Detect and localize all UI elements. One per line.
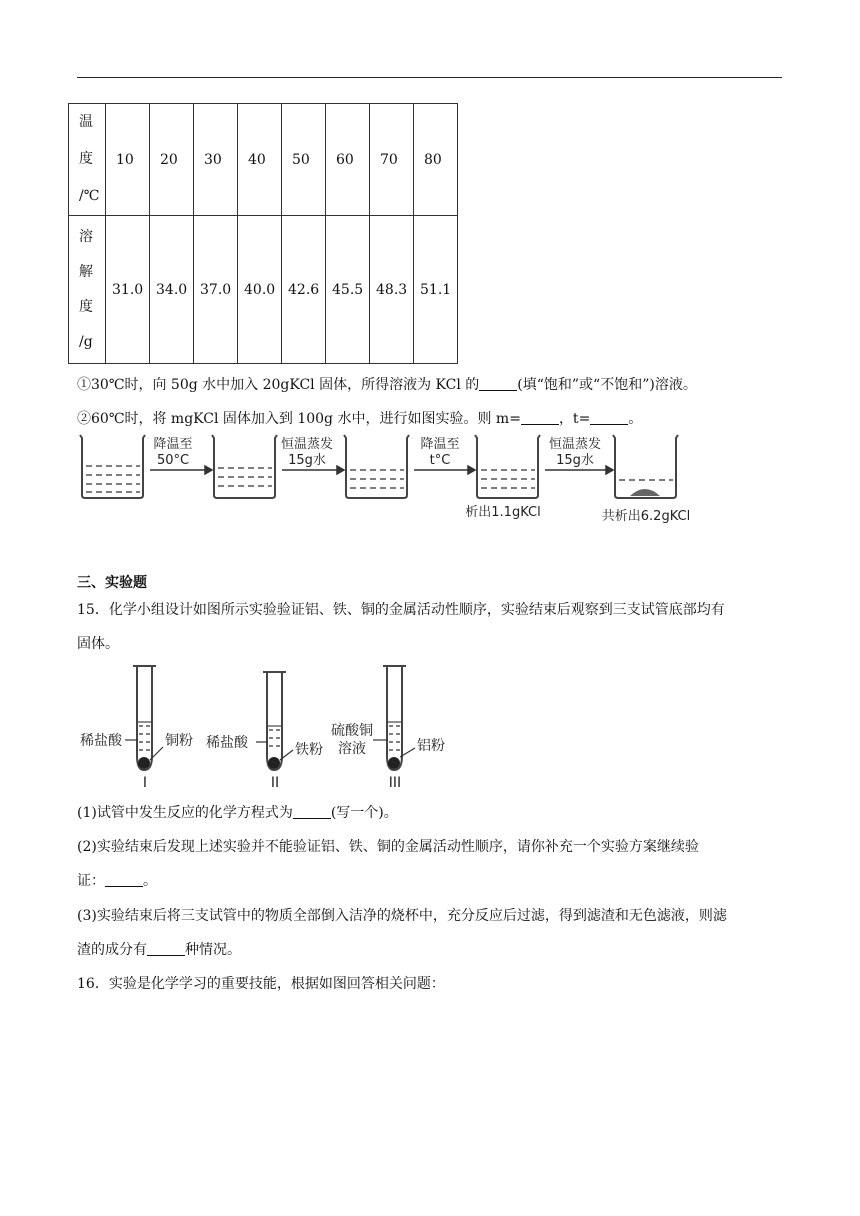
answer-blank[interactable] <box>293 804 331 819</box>
tube1-solid-label: 铜粉 <box>165 733 193 749</box>
answer-blank[interactable] <box>479 376 517 391</box>
caption-beaker-5: 共析出6.2gKCl <box>601 509 690 524</box>
table-row-temperature <box>69 104 458 216</box>
solubility-cell: 42.6 <box>282 216 326 364</box>
beaker-5 <box>613 435 678 498</box>
arrow3-label-top: 降温至 <box>420 437 460 452</box>
section-heading: 三、实验题 <box>77 575 147 591</box>
temp-cell: 40 <box>238 104 282 216</box>
tube3-number: III <box>388 775 402 790</box>
question-15-stem-2: 固体。 <box>77 636 119 652</box>
tube3-liquid-label-1: 硫酸铜 <box>331 723 373 739</box>
solubility-cell: 34.0 <box>150 216 194 364</box>
solubility-cell: 51.1 <box>414 216 458 364</box>
temp-cell: 60 <box>326 104 370 216</box>
caption-beaker-4: 析出1.1gKCl <box>465 505 541 520</box>
arrow2-label-bottom: 15g水 <box>288 453 326 468</box>
arrow3-label-bottom: t°C <box>429 453 451 468</box>
temp-cell: 70 <box>370 104 414 216</box>
tube2-liquid-label: 稀盐酸 <box>206 735 248 751</box>
table-row-solubility <box>69 216 458 364</box>
test-tube-1 <box>137 666 152 770</box>
crystal-deposit <box>630 489 660 496</box>
tube2-solid-label: 铁粉 <box>295 742 323 758</box>
temperature-header: 温 度 /℃ <box>69 104 106 216</box>
test-tube-figure <box>75 660 475 790</box>
tube2-number: II <box>270 775 280 790</box>
temp-cell: 10 <box>106 104 150 216</box>
temp-cell: 80 <box>414 104 458 216</box>
arrow2-label-top: 恒温蒸发 <box>280 437 334 452</box>
question-16-stem: 16．实验是化学学习的重要技能，根据如图回答相关问题： <box>77 976 445 992</box>
beaker-experiment-figure <box>70 430 690 530</box>
solubility-cell: 37.0 <box>194 216 238 364</box>
solubility-cell: 31.0 <box>106 216 150 364</box>
answer-blank[interactable] <box>105 872 143 887</box>
arrow4-label-bottom: 15g水 <box>556 453 594 468</box>
solubility-cell: 48.3 <box>370 216 414 364</box>
tube1-number: I <box>142 775 148 790</box>
question-15-part3-line2: 渣的成分有 种情况。 <box>77 942 241 958</box>
arrow1-label-top: 降温至 <box>153 437 193 452</box>
tube1-liquid-label: 稀盐酸 <box>80 733 122 749</box>
question-14-part1: ①30℃时，向 50g 水中加入 20gKCl 固体，所得溶液为 KCl 的 (填“饱和”或“不饱和”)溶液。 <box>77 377 697 393</box>
solubility-cell: 40.0 <box>238 216 282 364</box>
test-tube-3 <box>387 666 402 770</box>
question-15-part3-line1: (3)实验结束后将三支试管中的物质全部倒入洁净的烧杯中，充分反应后过滤，得到滤渣和无色滤液，则滤 <box>77 908 727 924</box>
solubility-table <box>68 103 458 364</box>
arrow4-label-top: 恒温蒸发 <box>548 437 602 452</box>
question-15-stem-1: 15．化学小组设计如图所示实验验证铝、铁、铜的金属活动性顺序，实验结束后观察到三支试管底部均有 <box>77 602 725 618</box>
tube3-liquid-label-2: 溶液 <box>338 741 366 757</box>
solubility-header: 溶 解 度 /g <box>69 216 106 364</box>
answer-blank[interactable] <box>147 941 185 956</box>
tube3-solid-label: 铝粉 <box>417 738 445 754</box>
test-tube-2 <box>267 672 282 770</box>
temp-cell: 30 <box>194 104 238 216</box>
answer-blank[interactable] <box>521 410 559 425</box>
question-14-part2: ②60℃时，将 mgKCl 固体加入到 100g 水中，进行如图实验。则 m= ，t= 。 <box>77 411 643 427</box>
arrow1-label-bottom: 50°C <box>156 453 190 468</box>
answer-blank[interactable] <box>590 410 628 425</box>
temp-cell: 50 <box>282 104 326 216</box>
question-15-part2-line2: 证： 。 <box>77 873 157 889</box>
question-15-part2-line1: (2)实验结束后发现上述实验并不能验证铝、铁、铜的金属活动性顺序，请你补充一个实验方案继续验 <box>77 839 699 855</box>
beaker-2 <box>212 435 277 498</box>
header-rule <box>77 77 782 78</box>
solubility-cell: 45.5 <box>326 216 370 364</box>
question-15-part1: (1)试管中发生反应的化学方程式为 (写一个)。 <box>77 805 398 821</box>
temp-cell: 20 <box>150 104 194 216</box>
